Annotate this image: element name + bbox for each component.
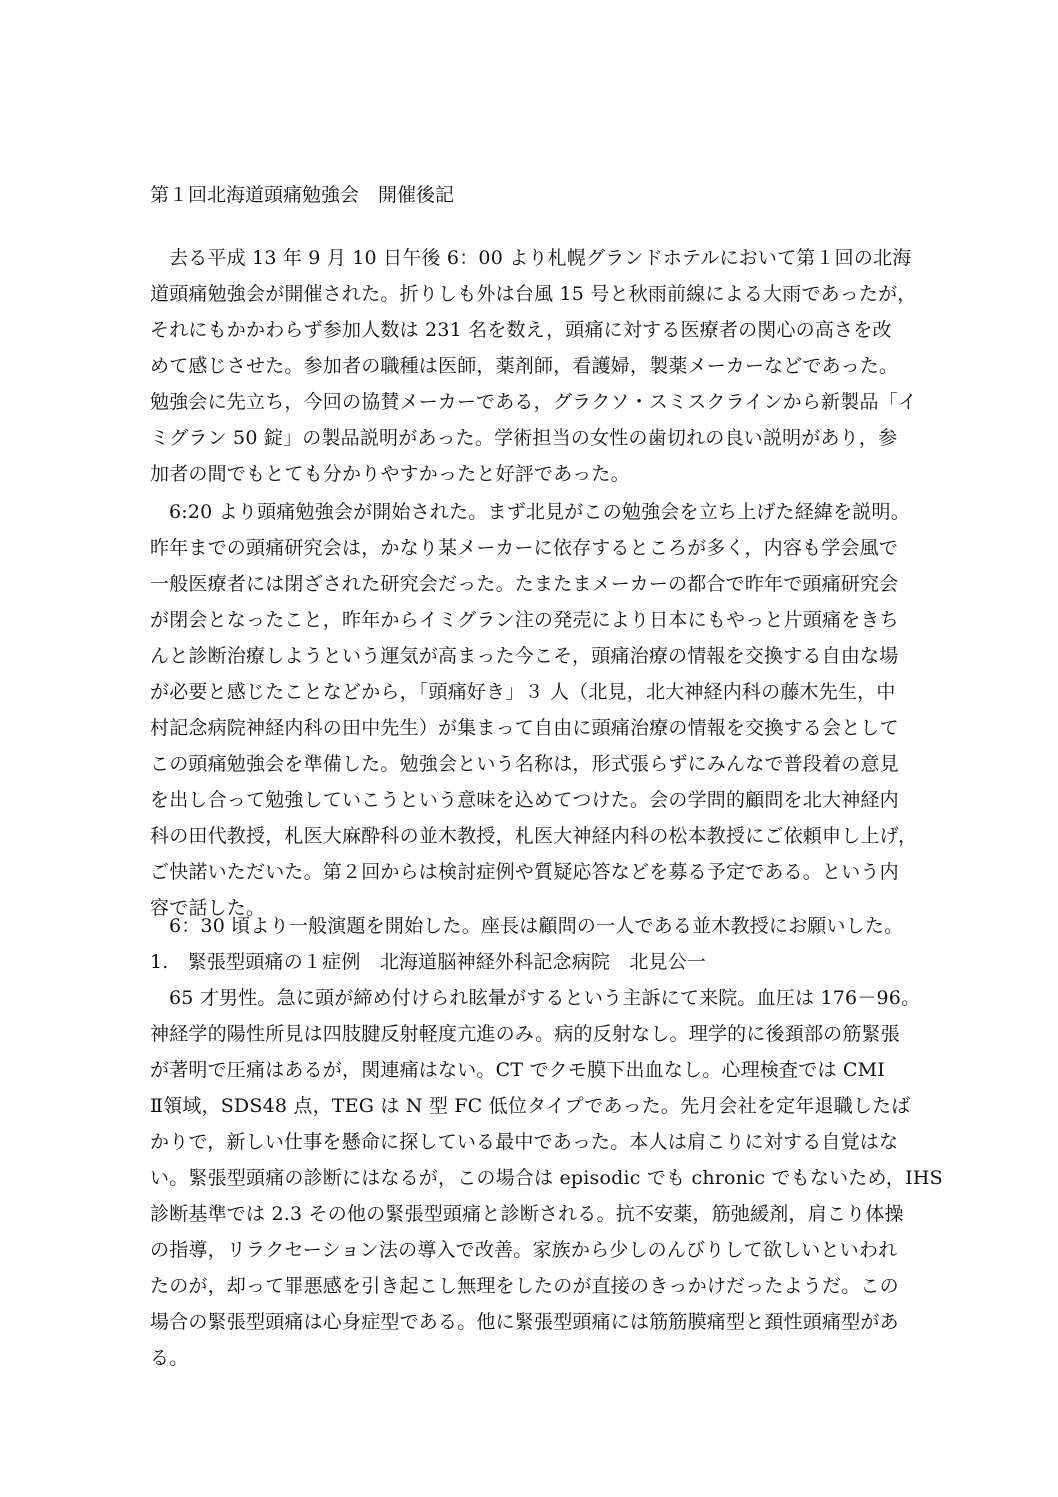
text-line: 場合の緊張型頭痛は心身症型である。他に緊張型頭痛には筋筋膜痛型と頚性頭痛型があ <box>150 1311 899 1333</box>
text-line: 神経学的陽性所見は四肢腱反射軽度亢進のみ。病的反射なし。理学的に後頚部の筋緊張 <box>150 1023 900 1045</box>
text-line: 去る平成 13 年 9 月 10 日午後 6：00 より札幌グランドホテルにおいて第１回の北海 <box>169 247 912 269</box>
text-line: ご快諾いただいた。第２回からは検討症例や質疑応答などを募る予定である。という内 <box>150 861 899 883</box>
text-line: ミグラン 50 錠」の製品説明があった。学術担当の女性の歯切れの良い説明があり，参 <box>150 427 898 449</box>
text-line: 診断基準では 2.3 その他の緊張型頭痛と診断される。抗不安薬，筋弛緩剤，肩こり体操 <box>150 1203 904 1225</box>
text-line: めて感じさせた。参加者の職種は医師，薬剤師，看護婦，製薬メーカーなどであった。 <box>150 355 899 377</box>
text-line: 村記念病院神経内科の田中先生）が集まって自由に頭痛治療の情報を交換する会として <box>150 717 899 739</box>
text-line: 科の田代教授，札医大麻酔科の並木教授，札医大神経内科の松本教授にご依頼申し上げ， <box>150 825 918 847</box>
text-line: 道頭痛勉強会が開催された。折りしも外は台風 15 号と秋雨前線による大雨であったが， <box>150 283 917 305</box>
text-line: 一般医療者には閉ざされた研究会だった。たまたまメーカーの都合で昨年で頭痛研究会 <box>150 573 899 595</box>
page-title: 第１回北海道頭痛勉強会 開催後記 <box>150 184 455 206</box>
text-line: が閉会となったこと，昨年からイミグラン注の発売により日本にもやっと片頭痛をきち <box>150 609 899 631</box>
text-line: かりで，新しい仕事を懸命に探している最中であった。本人は肩こりに対する自覚はな <box>150 1131 899 1153</box>
text-line: 6：30 頃より一般演題を開始した。座長は顧問の一人である並木教授にお願いした。 <box>169 915 904 937</box>
text-line: 昨年までの頭痛研究会は，かなり某メーカーに依存するところが多く，内容も学会風で <box>150 537 899 559</box>
text-line: 加者の間でもとても分かりやすかったと好評であった。 <box>150 463 630 485</box>
text-line: 65 才男性。急に頭が締め付けられ眩暈がするという主訴にて来院。血圧は 176－96。 <box>169 987 921 1009</box>
text-line: んと診断治療しようという運気が高まった今こそ，頭痛治療の情報を交換する自由な場 <box>150 645 899 667</box>
text-line: が著明で圧痛はあるが，関連痛はない。CT でクモ膜下出血なし。心理検査では CMI <box>150 1059 885 1081</box>
text-line: を出し合って勉強していこうという意味を込めてつけた。会の学問的顧問を北大神経内 <box>150 789 899 811</box>
text-line: それにもかかわらず参加人数は 231 名を数え，頭痛に対する医療者の関心の高さを改 <box>150 319 892 341</box>
text-line: い。緊張型頭痛の診断にはなるが，この場合は episodic でも chronic でもないため，IHS <box>150 1167 943 1189</box>
text-line: この頭痛勉強会を準備した。勉強会という名称は，形式張らずにみんなで普段着の意見 <box>150 753 899 775</box>
paragraph-background <box>150 494 918 926</box>
text-line: 容で話した。 <box>150 897 266 919</box>
text-line: たのが，却って罪悪感を引き起こし無理をしたのが直接のきっかけだったようだ。この <box>150 1275 899 1297</box>
paragraph-case-report <box>150 908 943 1376</box>
text-line: Ⅱ領域，SDS48 点，TEG は N 型 FC 低位タイプであった。先月会社を定年退職したば <box>150 1095 911 1117</box>
text-line: が必要と感じたことなどから，「頭痛好き」３ 人（北見，北大神経内科の藤木先生，中 <box>150 681 896 703</box>
text-line: 6:20 より頭痛勉強会が開始された。まず北見がこの勉強会を立ち上げた経緯を説明。 <box>169 501 910 523</box>
text-line: 勉強会に先立ち，今回の協賛メーカーである，グラクソ・スミスクラインから新製品「イ <box>150 391 918 413</box>
paragraph-opening <box>150 240 918 492</box>
case-heading: 1. 緊張型頭痛の１症例 北海道脳神経外科記念病院 北見公一 <box>150 951 707 973</box>
text-line: の指導，リラクセーション法の導入で改善。家族から少しのんびりして欲しいといわれ <box>150 1239 898 1261</box>
text-line: る。 <box>150 1347 189 1369</box>
